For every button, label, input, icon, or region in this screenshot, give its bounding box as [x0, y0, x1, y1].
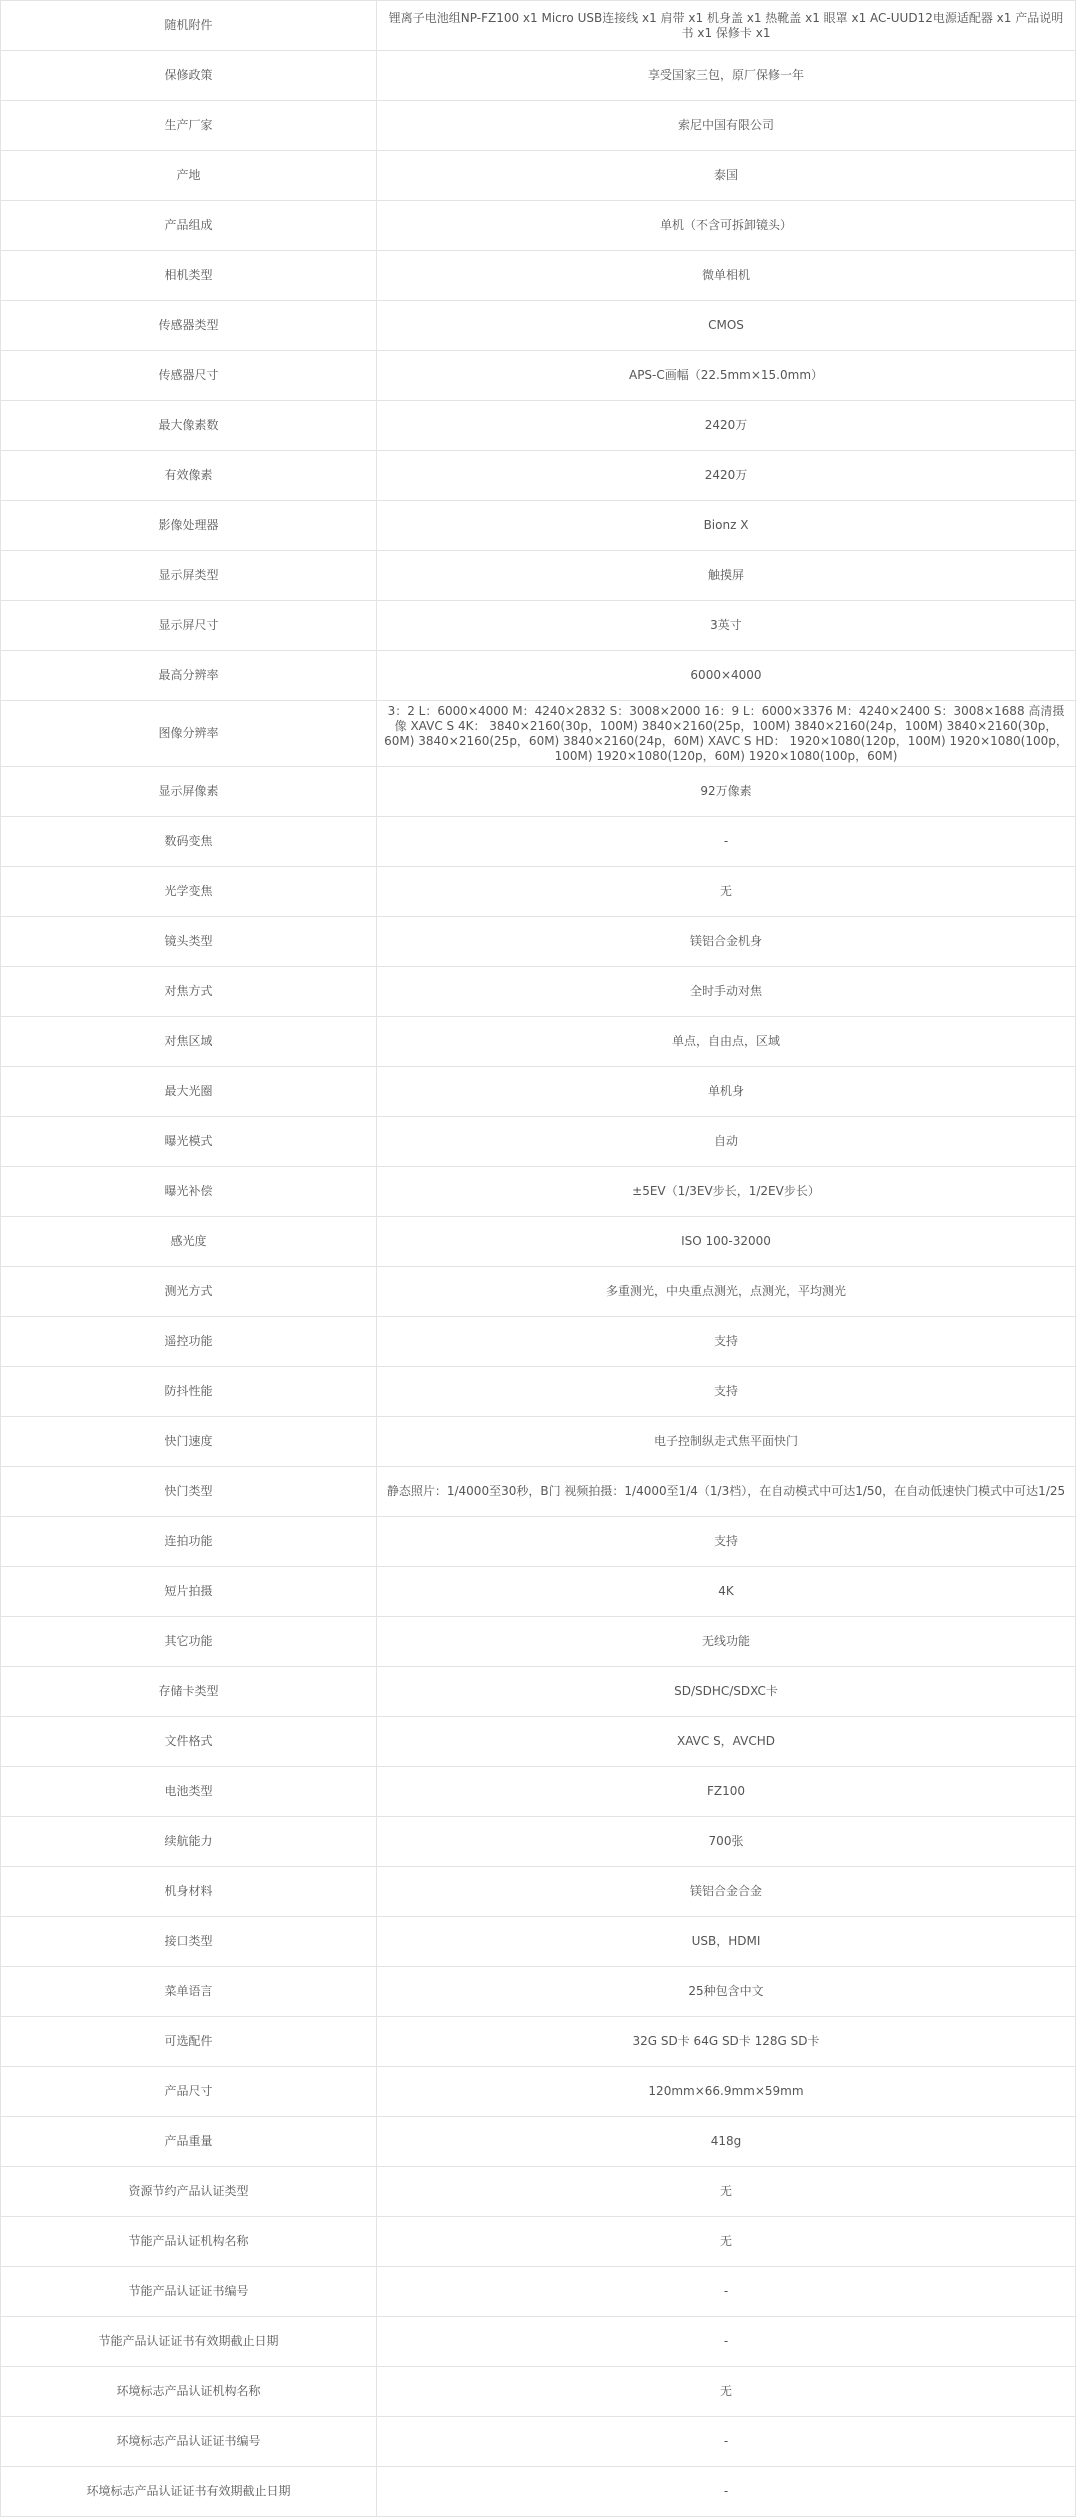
- spec-row: [1, 601, 1076, 651]
- spec-row: [1, 351, 1076, 401]
- spec-row: [1, 2417, 1076, 2467]
- spec-value: Bionz X: [377, 501, 1076, 551]
- spec-value: USB，HDMI: [377, 1917, 1076, 1967]
- spec-value: 无: [377, 2217, 1076, 2267]
- spec-row: [1, 2467, 1076, 2517]
- spec-row: [1, 2267, 1076, 2317]
- spec-value: 锂离子电池组NP-FZ100 x1 Micro USB连接线 x1 肩带 x1 机身盖 x1 热靴盖 x1 眼罩 x1 AC-UUD12电源适配器 x1 产品说明书 x1 保修卡 x1: [377, 1, 1076, 51]
- spec-label: 防抖性能: [1, 1367, 377, 1417]
- spec-row: [1, 1217, 1076, 1267]
- spec-value: 支持: [377, 1317, 1076, 1367]
- spec-row: [1, 1767, 1076, 1817]
- spec-label: 短片拍摄: [1, 1567, 377, 1617]
- spec-value: 享受国家三包，原厂保修一年: [377, 51, 1076, 101]
- spec-row: [1, 767, 1076, 817]
- spec-row: [1, 1867, 1076, 1917]
- spec-label: 最大光圈: [1, 1067, 377, 1117]
- spec-row: [1, 1417, 1076, 1467]
- spec-label: 显示屏类型: [1, 551, 377, 601]
- spec-label: 数码变焦: [1, 817, 377, 867]
- spec-label: 影像处理器: [1, 501, 377, 551]
- spec-row: [1, 2017, 1076, 2067]
- spec-label: 存储卡类型: [1, 1667, 377, 1717]
- spec-label: 文件格式: [1, 1717, 377, 1767]
- spec-label: 曝光补偿: [1, 1167, 377, 1217]
- spec-label: 最高分辨率: [1, 651, 377, 701]
- spec-row: [1, 1467, 1076, 1517]
- spec-value: 无线功能: [377, 1617, 1076, 1667]
- spec-value: APS-C画幅（22.5mm×15.0mm）: [377, 351, 1076, 401]
- spec-value: 单机（不含可拆卸镜头）: [377, 201, 1076, 251]
- spec-label: 产品重量: [1, 2117, 377, 2167]
- spec-label: 随机附件: [1, 1, 377, 51]
- spec-value: -: [377, 2467, 1076, 2517]
- spec-row: [1, 51, 1076, 101]
- spec-label: 相机类型: [1, 251, 377, 301]
- spec-value: 120mm×66.9mm×59mm: [377, 2067, 1076, 2117]
- spec-value: -: [377, 2417, 1076, 2467]
- spec-row: [1, 1167, 1076, 1217]
- spec-row: [1, 501, 1076, 551]
- spec-value: FZ100: [377, 1767, 1076, 1817]
- spec-value: 索尼中国有限公司: [377, 101, 1076, 151]
- spec-row: [1, 817, 1076, 867]
- spec-row: [1, 1067, 1076, 1117]
- spec-value: 单点，自由点，区域: [377, 1017, 1076, 1067]
- spec-value: 2420万: [377, 401, 1076, 451]
- spec-label: 快门类型: [1, 1467, 377, 1517]
- spec-value: 418g: [377, 2117, 1076, 2167]
- spec-value: 3英寸: [377, 601, 1076, 651]
- spec-row: [1, 701, 1076, 767]
- spec-label: 遥控功能: [1, 1317, 377, 1367]
- spec-value: 25种包含中文: [377, 1967, 1076, 2017]
- spec-value: 6000×4000: [377, 651, 1076, 701]
- spec-row: [1, 151, 1076, 201]
- spec-label: 环境标志产品认证证书编号: [1, 2417, 377, 2467]
- spec-label: 续航能力: [1, 1817, 377, 1867]
- spec-row: [1, 1017, 1076, 1067]
- spec-label: 节能产品认证证书有效期截止日期: [1, 2317, 377, 2367]
- spec-row: [1, 2167, 1076, 2217]
- spec-label: 连拍功能: [1, 1517, 377, 1567]
- spec-row: [1, 1917, 1076, 1967]
- spec-label: 对焦方式: [1, 967, 377, 1017]
- spec-label: 产地: [1, 151, 377, 201]
- spec-row: [1, 2367, 1076, 2417]
- spec-label: 有效像素: [1, 451, 377, 501]
- spec-label: 对焦区域: [1, 1017, 377, 1067]
- spec-label: 菜单语言: [1, 1967, 377, 2017]
- spec-row: [1, 451, 1076, 501]
- spec-label: 最大像素数: [1, 401, 377, 451]
- spec-row: [1, 1717, 1076, 1767]
- spec-label: 曝光模式: [1, 1117, 377, 1167]
- spec-label: 节能产品认证机构名称: [1, 2217, 377, 2267]
- spec-row: [1, 917, 1076, 967]
- spec-row: [1, 2067, 1076, 2117]
- spec-row: [1, 101, 1076, 151]
- spec-value: 700张: [377, 1817, 1076, 1867]
- spec-row: [1, 251, 1076, 301]
- spec-row: [1, 1567, 1076, 1617]
- spec-label: 传感器类型: [1, 301, 377, 351]
- spec-label: 机身材料: [1, 1867, 377, 1917]
- spec-value: 4K: [377, 1567, 1076, 1617]
- spec-label: 保修政策: [1, 51, 377, 101]
- spec-label: 资源节约产品认证类型: [1, 2167, 377, 2217]
- spec-label: 传感器尺寸: [1, 351, 377, 401]
- spec-label: 环境标志产品认证机构名称: [1, 2367, 377, 2417]
- spec-label: 节能产品认证证书编号: [1, 2267, 377, 2317]
- spec-value: 触摸屏: [377, 551, 1076, 601]
- spec-row: [1, 1317, 1076, 1367]
- spec-value: -: [377, 817, 1076, 867]
- spec-label: 显示屏像素: [1, 767, 377, 817]
- spec-value: 多重测光，中央重点测光，点测光，平均测光: [377, 1267, 1076, 1317]
- spec-row: [1, 401, 1076, 451]
- spec-value: 电子控制纵走式焦平面快门: [377, 1417, 1076, 1467]
- spec-row: [1, 551, 1076, 601]
- spec-row: [1, 201, 1076, 251]
- spec-value: 镁铝合金机身: [377, 917, 1076, 967]
- spec-label: 显示屏尺寸: [1, 601, 377, 651]
- spec-label: 光学变焦: [1, 867, 377, 917]
- spec-value: 全时手动对焦: [377, 967, 1076, 1017]
- spec-value: XAVC S，AVCHD: [377, 1717, 1076, 1767]
- spec-row: [1, 867, 1076, 917]
- spec-row: [1, 2217, 1076, 2267]
- spec-label: 产品组成: [1, 201, 377, 251]
- spec-value: 3：2 L：6000×4000 M：4240×2832 S：3008×2000 16：9 L：6000×3376 M：4240×2400 S：3008×1688 高清摄像 XAVC S 4K： 3840×2160(30p，100M) 3840×2160(25p，100M) 3840×2160(24p，100M) 3840×2160(30p，60M) 3840×2160(25p，60M) 3840×2160(24p，60M) XAVC S HD： 1920×1080(120p，100M) 1920×1080(100p，100M) 1920×1080(120p，60M) 1920×1080(100p，60M): [377, 701, 1076, 767]
- spec-label: 测光方式: [1, 1267, 377, 1317]
- spec-row: [1, 1267, 1076, 1317]
- spec-value: 无: [377, 2167, 1076, 2217]
- spec-label: 产品尺寸: [1, 2067, 377, 2117]
- spec-row: [1, 651, 1076, 701]
- spec-value: 2420万: [377, 451, 1076, 501]
- spec-row: [1, 1817, 1076, 1867]
- spec-value: 自动: [377, 1117, 1076, 1167]
- spec-label: 环境标志产品认证证书有效期截止日期: [1, 2467, 377, 2517]
- spec-label: 图像分辨率: [1, 701, 377, 767]
- spec-value: 镁铝合金合金: [377, 1867, 1076, 1917]
- spec-value: -: [377, 2267, 1076, 2317]
- spec-value: 微单相机: [377, 251, 1076, 301]
- spec-row: [1, 1667, 1076, 1717]
- spec-value: 92万像素: [377, 767, 1076, 817]
- spec-value: CMOS: [377, 301, 1076, 351]
- spec-value: 32G SD卡 64G SD卡 128G SD卡: [377, 2017, 1076, 2067]
- spec-value: 无: [377, 867, 1076, 917]
- spec-label: 镜头类型: [1, 917, 377, 967]
- spec-row: [1, 1617, 1076, 1667]
- spec-value: 支持: [377, 1367, 1076, 1417]
- spec-row: [1, 1, 1076, 51]
- spec-row: [1, 1117, 1076, 1167]
- spec-value: 支持: [377, 1517, 1076, 1567]
- spec-label: 其它功能: [1, 1617, 377, 1667]
- spec-label: 电池类型: [1, 1767, 377, 1817]
- spec-value: ±5EV（1/3EV步长，1/2EV步长）: [377, 1167, 1076, 1217]
- spec-label: 可选配件: [1, 2017, 377, 2067]
- spec-row: [1, 1367, 1076, 1417]
- spec-table-body: [1, 1, 1076, 2517]
- spec-value: 无: [377, 2367, 1076, 2417]
- spec-value: 泰国: [377, 151, 1076, 201]
- spec-row: [1, 1517, 1076, 1567]
- spec-value: 静态照片：1/4000至30秒，B门 视频拍摄：1/4000至1/4（1/3档），在自动模式中可达1/50，在自动低速快门模式中可达1/25: [377, 1467, 1076, 1517]
- spec-value: -: [377, 2317, 1076, 2367]
- spec-value: 单机身: [377, 1067, 1076, 1117]
- spec-row: [1, 1967, 1076, 2017]
- spec-label: 快门速度: [1, 1417, 377, 1467]
- spec-value: ISO 100-32000: [377, 1217, 1076, 1267]
- spec-row: [1, 2317, 1076, 2367]
- spec-row: [1, 2117, 1076, 2167]
- spec-value: SD/SDHC/SDXC卡: [377, 1667, 1076, 1717]
- spec-row: [1, 967, 1076, 1017]
- spec-row: [1, 301, 1076, 351]
- spec-label: 感光度: [1, 1217, 377, 1267]
- spec-label: 接口类型: [1, 1917, 377, 1967]
- spec-label: 生产厂家: [1, 101, 377, 151]
